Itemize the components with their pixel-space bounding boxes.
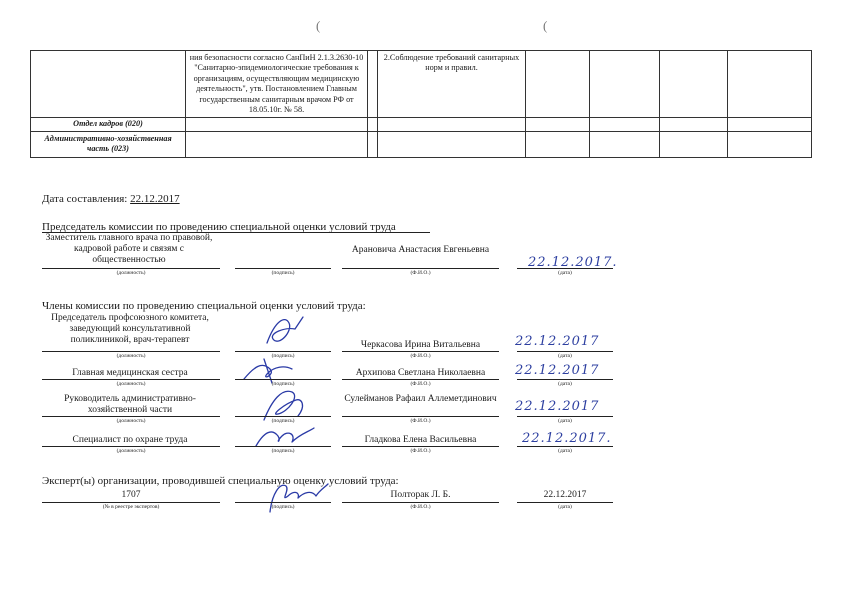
underline-divider: [342, 351, 499, 352]
member-name: Архипова Светлана Николаевна: [355, 368, 486, 378]
field-caption: (Ф.И.О.): [410, 418, 431, 424]
underline-divider: [342, 268, 499, 269]
underline-divider: [235, 351, 331, 352]
member-name: Гладкова Елена Васильевна: [364, 435, 477, 445]
underline-divider: [235, 379, 331, 380]
member-name: Сулейманов Рафаил Аллеметдинович: [344, 394, 497, 404]
expert-registry-number: 1707: [121, 490, 141, 500]
compile-date-value: 22.12.2017: [130, 193, 180, 205]
field-caption: (должность): [116, 270, 146, 276]
member-position: Руководитель административно-хозяйственной части: [64, 394, 196, 415]
field-caption: (Ф.И.О.): [410, 504, 431, 510]
field-caption: (дата): [558, 418, 572, 424]
field-caption: (подпись): [271, 448, 295, 454]
compile-date-label: Дата составления:: [42, 193, 128, 205]
underline-divider: [42, 268, 220, 269]
chairman-name: Арановича Анастасия Евгеньевна: [351, 245, 490, 255]
underline-divider: [235, 416, 331, 417]
signature-icon: [262, 474, 332, 520]
field-caption: (№ в реестре экспертов): [102, 504, 160, 510]
compile-date: [42, 193, 180, 205]
field-caption: (дата): [558, 353, 572, 359]
member-position: Специалист по охране труда: [72, 435, 188, 445]
underline-divider: [235, 268, 331, 269]
expert-date: 22.12.2017: [543, 490, 587, 500]
table-row: [31, 51, 812, 118]
underline-divider: [342, 502, 499, 503]
underline-divider: [235, 502, 331, 503]
field-caption: (дата): [558, 504, 572, 510]
member-position: Председатель профсоюзного комитета, заведующий консультативной поликлиникой, врач-терапевт: [51, 313, 209, 345]
measure-cell: 2.Соблюдение требований санитарных норм и правил.: [378, 51, 526, 118]
field-caption: (подпись): [271, 270, 295, 276]
underline-divider: [42, 502, 220, 503]
table-row: [31, 118, 812, 131]
member-date-handwritten: 22.12.2017: [515, 334, 600, 349]
table-cell: [728, 51, 812, 118]
underline-divider: [517, 268, 613, 269]
underline-divider: [42, 379, 220, 380]
field-caption: (Ф.И.О.): [410, 353, 431, 359]
table-cell: [526, 51, 590, 118]
chairman-date-handwritten: 22.12.2017.: [528, 255, 618, 270]
member-name: Черкасова Ирина Витальевна: [360, 340, 481, 350]
underline-divider: [517, 416, 613, 417]
chairman-heading: Председатель комиссии по проведению специальной оценки условий труда: [42, 221, 396, 233]
underline-divider: [342, 379, 499, 380]
field-caption: (подпись): [271, 381, 295, 387]
dept-cell: Отдел кадров (020): [31, 118, 186, 131]
table-cell: [590, 51, 660, 118]
underline-divider: [517, 351, 613, 352]
paren-left: (: [316, 18, 321, 33]
field-caption: (подпись): [271, 504, 295, 510]
field-caption: (подпись): [271, 418, 295, 424]
assessment-table: [30, 50, 812, 158]
paren-right: (: [543, 18, 548, 33]
member-date-handwritten: 22.12.2017.: [522, 431, 612, 446]
field-caption: (дата): [558, 448, 572, 454]
field-caption: (дата): [558, 381, 572, 387]
underline-divider: [517, 379, 613, 380]
underline-divider: [42, 416, 220, 417]
field-caption: (должность): [116, 353, 146, 359]
expert-heading: Эксперт(ы) организации, проводившей специальную оценку условий труда:: [42, 475, 399, 487]
member-date-handwritten: 22.12.2017: [515, 399, 600, 414]
field-caption: (должность): [116, 418, 146, 424]
signature-icon: [255, 313, 315, 353]
table-cell: [368, 51, 378, 118]
members-heading: Члены комиссии по проведению специальной оценки условий труда:: [42, 300, 366, 312]
underline-divider: [42, 446, 220, 447]
underline-divider: [517, 502, 613, 503]
field-caption: (Ф.И.О.): [410, 381, 431, 387]
field-caption: (должность): [116, 448, 146, 454]
field-caption: (дата): [558, 270, 572, 276]
member-position: Главная медицинская сестра: [72, 368, 188, 378]
chairman-position: Заместитель главного врача по правовой, кадровой работе и связям с общественностью: [45, 233, 213, 265]
norm-cell: ния безопасности согласно СанПиН 2.1.3.2630-10 "Санитарно-эпидемиологические требования к организациям, осуществляющим медицинскую деятельность", утв. Постановлением Главным государственным санитарным врачом РФ от 18.05.10г. № 58.: [186, 51, 368, 118]
member-date-handwritten: 22.12.2017: [515, 363, 600, 378]
underline-divider: [42, 351, 220, 352]
field-caption: (подпись): [271, 353, 295, 359]
expert-name: Полторак Л. Б.: [390, 490, 451, 500]
field-caption: (Ф.И.О.): [410, 448, 431, 454]
underline-divider: [342, 416, 499, 417]
table-cell: [660, 51, 728, 118]
underline-divider: [517, 446, 613, 447]
underline-divider: [342, 446, 499, 447]
table-row: [31, 131, 812, 157]
field-caption: (должность): [116, 381, 146, 387]
field-caption: (Ф.И.О.): [410, 270, 431, 276]
underline-divider: [235, 446, 331, 447]
dept-cell: Административно-хозяйственная часть (023): [31, 131, 186, 157]
table-cell: [31, 51, 186, 118]
